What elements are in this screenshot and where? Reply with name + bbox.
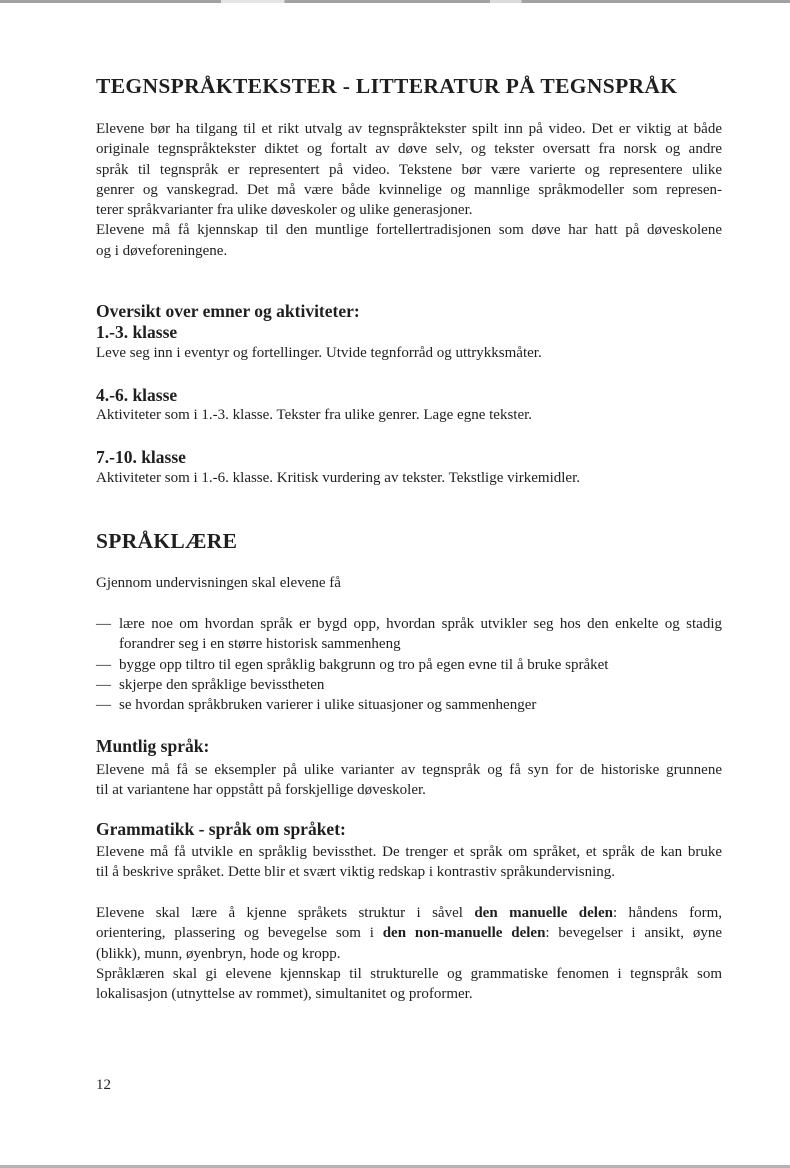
grade-label: 1.-3. klasse xyxy=(96,322,178,342)
grade-text: Aktiviteter som i 1.-3. klasse. Tekster fra ulike genrer. Lage egne tekster. xyxy=(96,407,533,423)
dash-bullet: — xyxy=(96,656,111,673)
list-item-text: bygge opp tiltro til egen språklig bakgrunn og tro på egen evne til å bruke språket xyxy=(119,656,609,673)
structure-line xyxy=(96,923,722,943)
scan-edge-top xyxy=(0,0,790,3)
grammatikk-line: Elevene må få utvikle en språklig bevissthet. De trenger et språk om språket, et språk de kan bruke xyxy=(96,844,722,860)
grade-text: Leve seg inn i eventyr og fortellinger. Utvide tegnforråd og uttrykksmåter. xyxy=(96,345,542,361)
list-item xyxy=(96,675,722,695)
muntlig-heading: Muntlig språk: xyxy=(96,736,210,756)
sprak-lead: Gjennom undervisningen skal elevene få xyxy=(96,575,341,591)
structure-text: : håndens form, xyxy=(612,905,722,921)
dash-bullet: — xyxy=(96,616,111,632)
intro-line: og i døveforeningene. xyxy=(96,242,228,259)
intro-line: Elevene må få kjennskap til den muntlige fortellertradisjonen som døve har hatt på døveskolene xyxy=(96,222,722,239)
muntlig-line: Elevene må få se eksempler på ulike varianter av tegnspråk og få syn for de historiske grunnene xyxy=(96,762,722,778)
muntlig-line: til at variantene har oppstått på forskjellige døveskoler. xyxy=(96,782,426,799)
intro-line: genrer og vanskegrad. Det må være både kvinnelige og mannlige språkmodeller som represen- xyxy=(96,181,722,198)
grade-text: Aktiviteter som i 1.-6. klasse. Kritisk vurdering av tekster. Tekstlige virkemidler. xyxy=(96,470,580,486)
dash-bullet: — xyxy=(96,676,111,693)
structure-line xyxy=(96,903,722,923)
emphasis-manual: den manuelle delen xyxy=(474,905,613,921)
grammatikk-heading: Grammatikk - språk om språket: xyxy=(96,819,346,839)
list-item xyxy=(96,655,722,675)
grade-label: 7.-10. klasse xyxy=(96,447,186,467)
section-title: SPRÅKLÆRE xyxy=(96,529,238,553)
intro-line: terer språkvarianter fra ulike døveskoler og ulike generasjoner. xyxy=(96,202,473,219)
page-number: 12 xyxy=(96,1077,111,1093)
structure-text: : bevegelser i ansikt, øyne xyxy=(545,925,722,942)
structure-line: (blikk), munn, øyenbryn, hode og kropp. xyxy=(96,945,341,962)
grade-label: 4.-6. klasse xyxy=(96,385,178,405)
intro-line: originale tegnspråktekster diktet og fortalt av døve selv, og tekster oversatt fra norsk og andre xyxy=(96,141,722,158)
list-item-text: lære noe om hvordan språk er bygd opp, hvordan språk utvikler seg hos den enkelte og stadig xyxy=(119,616,722,632)
page-title: TEGNSPRÅKTEKSTER - LITTERATUR PÅ TEGNSPRÅK xyxy=(96,74,678,98)
structure-text: orientering, plassering og bevegelse som i xyxy=(96,925,383,942)
intro-line: språk til tegnspråk er representert på video. Tekstene bør være varierte og representere ulike xyxy=(96,161,722,178)
structure-line: lokalisasjon (utnyttelse av rommet), simultanitet og proformer. xyxy=(96,986,473,1003)
goals-list xyxy=(96,614,722,715)
grammatikk-structure-paragraph xyxy=(96,903,722,1004)
list-item-text: forandrer seg i en større historisk sammenheng xyxy=(119,636,401,653)
structure-text: Elevene skal lære å kjenne språkets struktur i såvel xyxy=(96,905,475,921)
list-item-text: skjerpe den språklige bevisstheten xyxy=(119,676,325,693)
emphasis-non-manual: den non-manuelle delen xyxy=(382,925,546,942)
list-item xyxy=(96,614,722,655)
list-item xyxy=(96,695,722,715)
intro-line: Elevene bør ha tilgang til et rikt utvalg av tegnspråktekster spilt inn på video. Det er viktig at både xyxy=(96,121,722,137)
dash-bullet: — xyxy=(96,697,111,714)
list-item-text: se hvordan språkbruken varierer i ulike situasjoner og sammenhenger xyxy=(119,697,537,714)
overview-heading: Oversikt over emner og aktiviteter: xyxy=(96,301,360,321)
structure-line: Språklæren skal gi elevene kjennskap til strukturelle og grammatiske fenomen i tegnspråk som xyxy=(96,965,722,982)
muntlig-paragraph xyxy=(96,760,722,801)
grammatikk-line: til å beskrive språket. Dette blir et svært viktig redskap i kontrastiv språkundervisning. xyxy=(96,864,616,881)
intro-paragraph xyxy=(96,119,722,261)
grammatikk-paragraph xyxy=(96,842,722,883)
